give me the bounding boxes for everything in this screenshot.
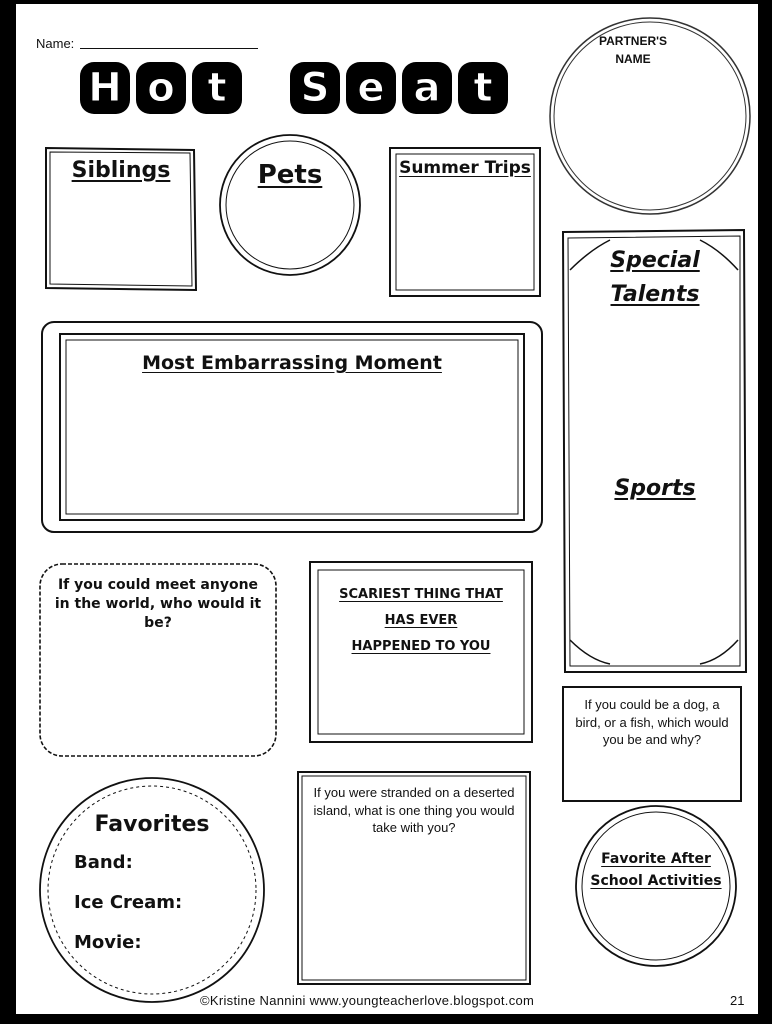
favorites-band-label: Band: bbox=[74, 852, 133, 873]
scariest-title: SCARIEST THING THAT HAS EVER HAPPENED TO YOU bbox=[339, 587, 503, 654]
page-number: 21 bbox=[730, 993, 745, 1008]
name-input-line[interactable] bbox=[80, 48, 258, 49]
title-letter-e: e bbox=[346, 62, 396, 114]
title-letter-a: a bbox=[402, 62, 452, 114]
dog-bird-fish-question: If you could be a dog, a bird, or a fish, which would you be and why? bbox=[575, 697, 729, 748]
favorites-ice-cream-label: Ice Cream: bbox=[74, 892, 183, 913]
favorites-title: Favorites bbox=[94, 812, 210, 837]
pets-title: Pets bbox=[257, 160, 323, 190]
special-talents-title: Special Talents bbox=[610, 248, 700, 308]
title-letter-h: H bbox=[80, 62, 130, 114]
sports-title: Sports bbox=[614, 476, 696, 501]
footer-credit: ©Kristine Nannini www.youngteacherlove.blogspot.com bbox=[200, 993, 535, 1008]
meet-anyone-question: If you could meet anyone in the world, who would it be? bbox=[54, 577, 262, 631]
embarrassing-title: Most Embarrassing Moment bbox=[142, 352, 442, 374]
pets-frame bbox=[220, 135, 360, 275]
after-school-title: Favorite After School Activities bbox=[590, 851, 722, 890]
title-letter-s: S bbox=[290, 62, 340, 114]
favorites-movie-label: Movie: bbox=[74, 932, 142, 953]
title-letter-t: t bbox=[192, 62, 242, 114]
stranded-question: If you were stranded on a deserted island, what is one thing you would take with you? bbox=[313, 785, 515, 836]
siblings-title: Siblings bbox=[71, 158, 171, 183]
title-letter-o: o bbox=[136, 62, 186, 114]
partner-name-label: PARTNER'S NAME bbox=[599, 34, 667, 66]
title-letter-t2: t bbox=[458, 62, 508, 114]
name-label: Name: bbox=[36, 36, 75, 51]
summer-trips-title: Summer Trips bbox=[399, 158, 531, 178]
